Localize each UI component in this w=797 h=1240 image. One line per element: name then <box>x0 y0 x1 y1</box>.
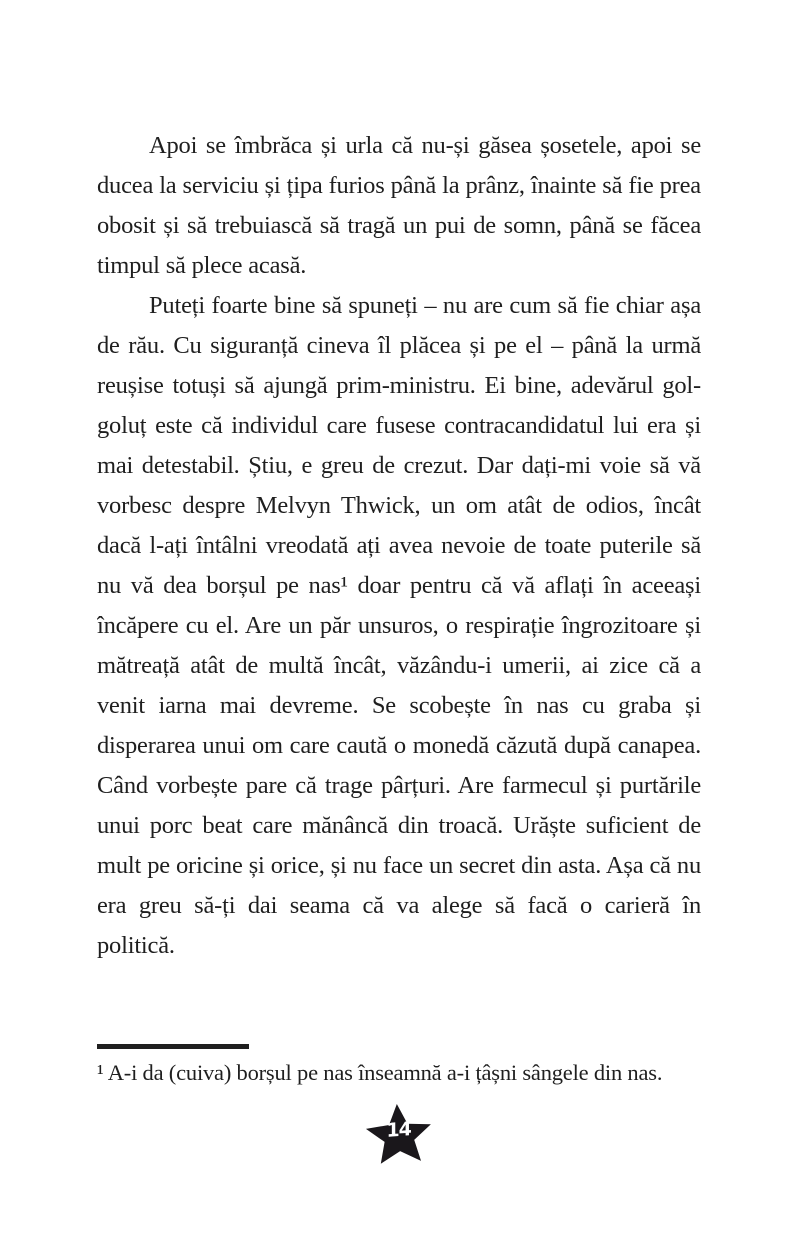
page-number: 14 <box>386 1118 411 1142</box>
footnote-area <box>97 1044 701 1088</box>
paragraph-1: Apoi se îmbrăca și urla că nu-și găsea șosetele, apoi se ducea la serviciu și țipa furios până la prânz, înainte să fie prea obosit și să trebuiască să tragă un pui de somn, până se făcea timpul să plece acasă. <box>97 132 701 279</box>
paragraph-2: Puteți foarte bine să spuneți – nu are cum să fie chiar așa de rău. Cu siguranță cineva îl plăcea și pe el – până la urmă reușise totuși să ajungă prim-ministru. Ei bine, adevărul gol-goluț este că individul care fusese contracandidatul lui era și mai detestabil. Știu, e greu de crezut. Dar dați-mi voie să vă vorbesc despre Melvyn Thwick, un om atât de odios, încât dacă l-ați întâlni vreodată ați avea nevoie de toate puterile să nu vă dea borșul pe nas¹ doar pentru că vă aflați în aceeași încăpere cu el. Are un păr unsuros, o respirație îngrozitoare și mătreață atât de multă încât, văzându-i umerii, ai zice că a venit iarna mai devreme. Se scobește în nas cu graba și disperarea unui om care caută o monedă căzută după canapea. Când vorbește pare că trage pârțuri. Are farmecul și purtările unui porc beat care mănâncă din troacă. Urăște suficient de mult pe oricine și orice, și nu face un secret din asta. Așa că nu era greu să-ți dai seama că va alege să facă o carieră în politică. <box>97 292 701 959</box>
body-text <box>97 126 701 1042</box>
page-number-star <box>362 1100 436 1171</box>
footnote-text: ¹ A-i da (cuiva) borșul pe nas înseamnă a-i țâșni sângele din nas. <box>97 1060 663 1085</box>
footnote-divider <box>97 1044 249 1049</box>
